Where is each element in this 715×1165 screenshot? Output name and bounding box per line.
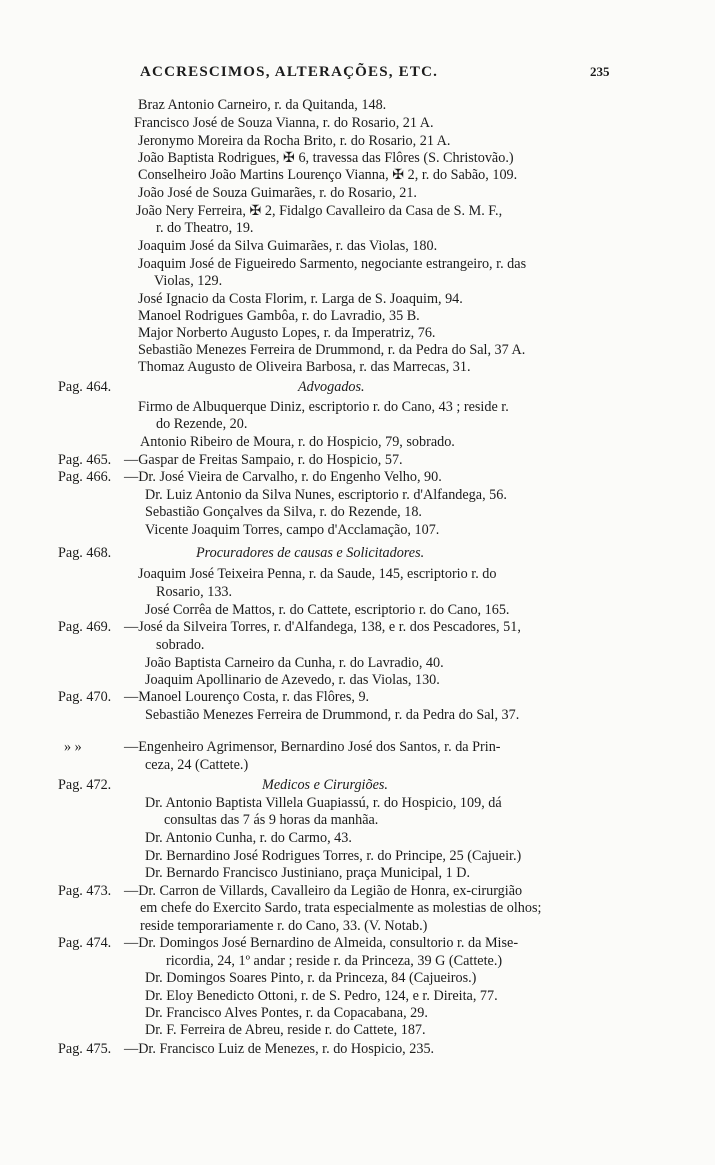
text-line: Pag. 474. —Dr. Domingos José Bernardino de Almeida, consultorio r. da Mise- [58, 935, 519, 951]
section-heading: Pag. 472. Medicos e Cirurgiões. [58, 777, 388, 793]
text-line: Dr. Bernardo Francisco Justiniano, praça Municipal, 1 D. [145, 865, 471, 881]
text-line: Braz Antonio Carneiro, r. da Quitanda, 148. [138, 97, 387, 113]
text-line: reside temporariamente r. do Cano, 33. (V. Notab.) [140, 918, 428, 934]
text-line: em chefe do Exercito Sardo, trata especialmente as molestias de olhos; [140, 900, 542, 916]
text-line: Manoel Rodrigues Gambôa, r. do Lavradio, 35 B. [138, 308, 420, 324]
text-line: Dr. Francisco Alves Pontes, r. da Copacabana, 29. [145, 1005, 428, 1021]
text-line: sobrado. [156, 637, 205, 653]
running-header: ACCRESCIMOS, ALTERAÇÕES, ETC. [140, 64, 439, 80]
text-line: Violas, 129. [154, 273, 223, 289]
text-line: Sebastião Menezes Ferreira de Drummond, r. da Pedra do Sal, 37. [145, 707, 520, 723]
text-line: Vicente Joaquim Torres, campo d'Acclamação, 107. [145, 522, 440, 538]
text-line: José Ignacio da Costa Florim, r. Larga de S. Joaquim, 94. [138, 291, 463, 307]
text-line: » » —Engenheiro Agrimensor, Bernardino José dos Santos, r. da Prin- [64, 739, 501, 755]
text-line: Dr. Luiz Antonio da Silva Nunes, escriptorio r. d'Alfandega, 56. [145, 487, 507, 503]
text-line: Dr. Domingos Soares Pinto, r. da Princeza, 84 (Cajueiros.) [145, 970, 477, 986]
text-line: do Rezende, 20. [156, 416, 248, 432]
text-line: ricordia, 24, 1º andar ; reside r. da Princeza, 39 G (Cattete.) [166, 953, 503, 969]
text-line: Joaquim José da Silva Guimarães, r. das Violas, 180. [138, 238, 438, 254]
text-line: João Baptista Rodrigues, ✠ 6, travessa das Flôres (S. Christovão.) [138, 150, 514, 166]
text-line: Dr. Antonio Cunha, r. do Carmo, 43. [145, 830, 352, 846]
section-heading: Pag. 464. Advogados. [58, 379, 365, 395]
text-line: consultas das 7 ás 9 horas da manhãa. [164, 812, 379, 828]
text-line: Dr. Eloy Benedicto Ottoni, r. de S. Pedro, 124, e r. Direita, 77. [145, 988, 498, 1004]
text-line: Francisco José de Souza Vianna, r. do Rosario, 21 A. [134, 115, 434, 131]
text-line: Dr. Antonio Baptista Villela Guapiassú, r. do Hospicio, 109, dá [145, 795, 502, 811]
text-line: Dr. F. Ferreira de Abreu, reside r. do Cattete, 187. [145, 1022, 426, 1038]
text-line: João Nery Ferreira, ✠ 2, Fidalgo Cavalleiro da Casa de S. M. F., [136, 203, 503, 219]
text-line: Sebastião Menezes Ferreira de Drummond, r. da Pedra do Sal, 37 A. [138, 342, 526, 358]
text-line: Joaquim José de Figueiredo Sarmento, negociante estrangeiro, r. das [138, 256, 527, 272]
text-line: Rosario, 133. [156, 584, 233, 600]
text-line: r. do Theatro, 19. [156, 220, 254, 236]
text-line: Dr. Bernardino José Rodrigues Torres, r. do Principe, 25 (Cajueir.) [145, 848, 522, 864]
text-line: Thomaz Augusto de Oliveira Barbosa, r. das Marrecas, 31. [138, 359, 471, 375]
text-line: Antonio Ribeiro de Moura, r. do Hospicio, 79, sobrado. [140, 434, 455, 450]
text-line: Sebastião Gonçalves da Silva, r. do Rezende, 18. [145, 504, 422, 520]
text-line: Joaquim Apollinario de Azevedo, r. das Violas, 130. [145, 672, 440, 688]
text-line: Jeronymo Moreira da Rocha Brito, r. do Rosario, 21 A. [138, 133, 451, 149]
text-line: Major Norberto Augusto Lopes, r. da Imperatriz, 76. [138, 325, 436, 341]
text-line: José Corrêa de Mattos, r. do Cattete, escriptorio r. do Cano, 165. [145, 602, 510, 618]
text-line: Pag. 473. —Dr. Carron de Villards, Cavalleiro da Legião de Honra, ex-cirurgião [58, 883, 523, 899]
text-line: Pag. 466. —Dr. José Vieira de Carvalho, r. do Engenho Velho, 90. [58, 469, 442, 485]
text-line: Joaquim José Teixeira Penna, r. da Saude, 145, escriptorio r. do [138, 566, 497, 582]
text-line: Conselheiro João Martins Lourenço Vianna, ✠ 2, r. do Sabão, 109. [138, 167, 518, 183]
text-line: Firmo de Albuquerque Diniz, escriptorio r. do Cano, 43 ; reside r. [138, 399, 509, 415]
text-line: Pag. 469. —José da Silveira Torres, r. d'Alfandega, 138, e r. dos Pescadores, 51, [58, 619, 521, 635]
text-line: Pag. 465. —Gaspar de Freitas Sampaio, r. do Hospicio, 57. [58, 452, 403, 468]
page-number: 235 [590, 64, 610, 79]
text-line: João Baptista Carneiro da Cunha, r. do Lavradio, 40. [145, 655, 444, 671]
text-line: Pag. 470. —Manoel Lourenço Costa, r. das Flôres, 9. [58, 689, 370, 705]
text-line: ceza, 24 (Cattete.) [145, 757, 249, 773]
section-heading: Pag. 468. Procuradores de causas e Solicitadores. [58, 545, 425, 561]
text-line: João José de Souza Guimarães, r. do Rosario, 21. [138, 185, 417, 201]
text-line: Pag. 475. —Dr. Francisco Luiz de Menezes, r. do Hospicio, 235. [58, 1041, 435, 1057]
